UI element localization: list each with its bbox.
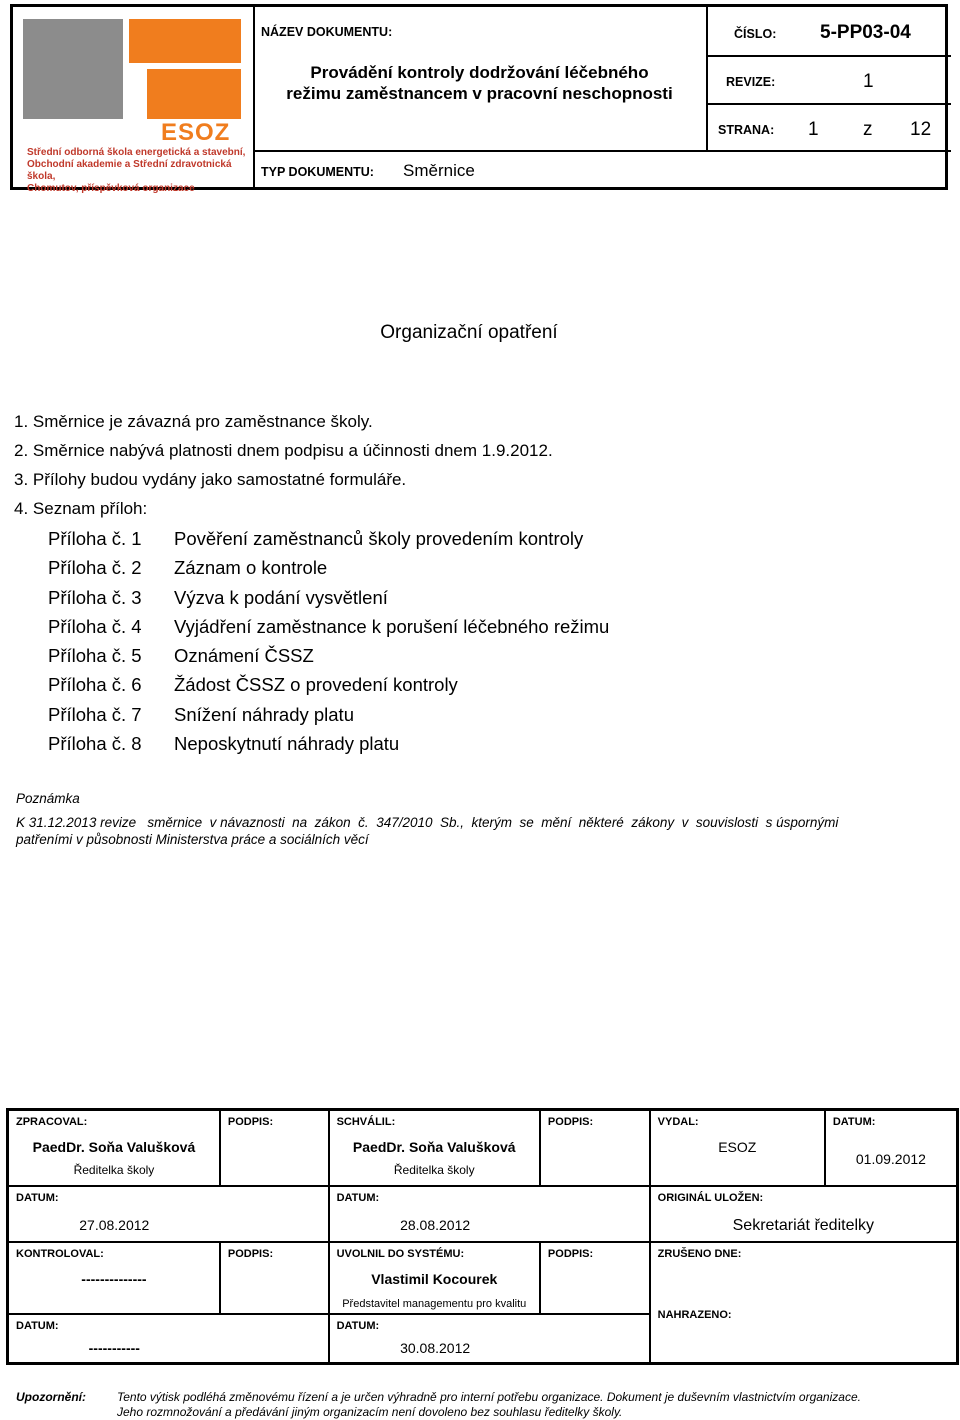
logo-cell	[13, 7, 255, 194]
released-cell	[329, 1242, 540, 1314]
revision-row	[708, 57, 951, 105]
released-name: Vlastimil Kocourek	[371, 1270, 498, 1287]
attachment-row	[48, 733, 399, 755]
attachment-label: Příloha č. 2	[48, 557, 142, 578]
released-role: Představitel managementu pro kvalitu	[342, 1297, 527, 1310]
revision-label: REVIZE:	[726, 75, 776, 89]
title-cell	[253, 7, 708, 152]
attachment-label: Příloha č. 3	[48, 587, 142, 608]
prepared-date-cell	[8, 1186, 329, 1242]
issued-label: VYDAL:	[657, 1116, 699, 1128]
signature-label: PODPIS:	[547, 1247, 594, 1260]
note-line: K 31.12.2013 revize směrnice v návaznosti na zákon č. 347/2010 Sb., kterým se mění některé zákony v souvislosti s úspornými	[16, 815, 839, 830]
approved-date: 28.08.2012	[400, 1216, 471, 1233]
prepared-signature-cell	[220, 1110, 329, 1186]
doc-type-label: TYP DOKUMENTU:	[261, 165, 374, 179]
signature-label: PODPIS:	[227, 1247, 274, 1260]
number-label: ČÍSLO:	[734, 27, 777, 41]
issued-date: 01.09.2012	[855, 1151, 926, 1167]
released-signature-cell	[540, 1242, 650, 1314]
page-row	[708, 105, 951, 152]
approved-role: Ředitelka školy	[393, 1163, 475, 1177]
prepared-role: Ředitelka školy	[73, 1163, 155, 1177]
page-heading: Organizační opatření	[380, 322, 558, 343]
logo-grey-block	[23, 19, 123, 119]
doc-name-label: NÁZEV DOKUMENTU:	[261, 25, 393, 39]
list-item: 4. Seznam příloh:	[14, 499, 148, 518]
attachment-label: Příloha č. 6	[48, 674, 142, 695]
doc-title	[253, 62, 706, 104]
revision-value: 1	[863, 71, 874, 92]
original-cell	[650, 1186, 958, 1242]
replaced-label: NAHRAZENO:	[657, 1308, 732, 1321]
issued-cell	[650, 1110, 825, 1186]
attachment-row	[48, 645, 314, 667]
date-label: DATUM:	[336, 1191, 380, 1204]
checked-label: KONTROLOVAL:	[16, 1247, 104, 1260]
logo-subtitle-line: Obchodní akademie a Střední zdravotnická škola,	[27, 159, 232, 182]
approval-table	[6, 1108, 959, 1365]
released-date-cell	[329, 1314, 650, 1364]
attachment-label: Příloha č. 8	[48, 733, 142, 754]
note-line: patřeními v působnosti Ministerstva práce a sociálních věcí	[16, 832, 369, 847]
page-label: STRANA:	[718, 123, 775, 137]
doc-title-line: režimu zaměstnancem v pracovní neschopnosti	[286, 84, 673, 103]
checked-date-cell	[8, 1314, 329, 1364]
notice-line: Jeho rozmnožování a předávání jiným organizacím není dovoleno bez souhlasu ředitelky školy.	[117, 1405, 623, 1419]
cancelled-cell	[650, 1242, 958, 1364]
logo-orange-right	[147, 69, 241, 119]
prepared-cell	[8, 1110, 220, 1186]
original-value: Sekretariát ředitelky	[732, 1216, 875, 1234]
logo-subtitle	[27, 147, 252, 195]
date-label: DATUM:	[832, 1116, 876, 1128]
attachment-label: Příloha č. 1	[48, 528, 142, 549]
notice-label: Upozornění:	[16, 1390, 86, 1404]
page-total: 12	[910, 119, 932, 140]
cancelled-label: ZRUŠENO DNE:	[657, 1247, 742, 1260]
list-item: 1. Směrnice je závazná pro zaměstnance školy.	[14, 412, 373, 431]
logo-subtitle-line: Střední odborná škola energetická a stavební,	[27, 147, 246, 158]
approved-date-cell	[329, 1186, 650, 1242]
date-label: DATUM:	[336, 1319, 380, 1332]
attachment-row	[48, 587, 388, 609]
signature-label: PODPIS:	[547, 1116, 594, 1128]
date-label: DATUM:	[16, 1319, 59, 1332]
notice-line: Tento výtisk podléhá změnovému řízení a je určen výhradně pro interní potřebu organizace. Dokument je duševním vlastnictvím organizace.	[117, 1390, 861, 1404]
logo-text: ESOZ	[161, 119, 231, 146]
date-label: DATUM:	[16, 1191, 59, 1204]
attachment-text: Žádost ČSSZ o provedení kontroly	[174, 674, 458, 695]
attachment-text: Vyjádření zaměstnance k porušení léčebného režimu	[174, 616, 610, 637]
prepared-name: PaedDr. Soňa Valušková	[32, 1139, 196, 1155]
issued-date-cell	[825, 1110, 958, 1186]
doc-type-value: Směrnice	[403, 161, 475, 180]
approved-cell	[329, 1110, 540, 1186]
attachment-text: Neposkytnutí náhrady platu	[174, 733, 400, 754]
signature-label: PODPIS:	[227, 1116, 274, 1128]
document-header	[10, 4, 948, 194]
number-row	[708, 7, 951, 57]
attachment-row	[48, 528, 583, 550]
note-label: Poznámka	[16, 791, 80, 806]
logo-orange-top	[129, 19, 241, 63]
attachment-text: Pověření zaměstnanců školy provedením kontroly	[174, 528, 584, 549]
approved-name: PaedDr. Soňa Valušková	[352, 1139, 516, 1155]
attachment-label: Příloha č. 5	[48, 645, 142, 666]
checked-signature-cell	[220, 1242, 329, 1314]
attachment-text: Oznámení ČSSZ	[174, 645, 314, 666]
original-label: ORIGINÁL ULOŽEN:	[657, 1191, 764, 1204]
number-value: 5-PP03-04	[820, 22, 911, 43]
released-date: 30.08.2012	[400, 1339, 471, 1356]
attachment-label: Příloha č. 7	[48, 704, 142, 725]
attachment-row	[48, 557, 327, 579]
released-label: UVOLNIL DO SYSTÉMU:	[336, 1247, 465, 1260]
page-current: 1	[808, 119, 819, 140]
attachment-row	[48, 616, 609, 638]
doc-title-line: Provádění kontroly dodržování léčebného	[310, 63, 649, 82]
approved-signature-cell	[540, 1110, 650, 1186]
issued-value: ESOZ	[718, 1139, 757, 1155]
attachment-label: Příloha č. 4	[48, 616, 142, 637]
logo-subtitle-line: Chomutov, příspěvková organizace	[27, 183, 195, 194]
list-item: 2. Směrnice nabývá platnosti dnem podpisu a účinnosti dnem 1.9.2012.	[14, 441, 553, 460]
attachment-row	[48, 704, 354, 726]
note-text	[16, 814, 946, 848]
list-item: 3. Přílohy budou vydány jako samostatné formuláře.	[14, 470, 407, 489]
doc-type-row	[253, 152, 951, 187]
attachment-text: Snížení náhrady platu	[174, 704, 354, 725]
checked-date: -----------	[88, 1339, 140, 1356]
checked-value: --------------	[81, 1270, 147, 1287]
attachment-text: Výzva k podání vysvětlení	[174, 587, 388, 608]
prepared-date: 27.08.2012	[79, 1216, 150, 1233]
page-of: z	[863, 119, 873, 140]
notice-text	[117, 1390, 955, 1420]
attachment-row	[48, 674, 458, 696]
attachment-text: Záznam o kontrole	[174, 557, 328, 578]
checked-cell	[8, 1242, 220, 1314]
prepared-label: ZPRACOVAL:	[16, 1116, 88, 1128]
approved-label: SCHVÁLIL:	[336, 1116, 396, 1128]
